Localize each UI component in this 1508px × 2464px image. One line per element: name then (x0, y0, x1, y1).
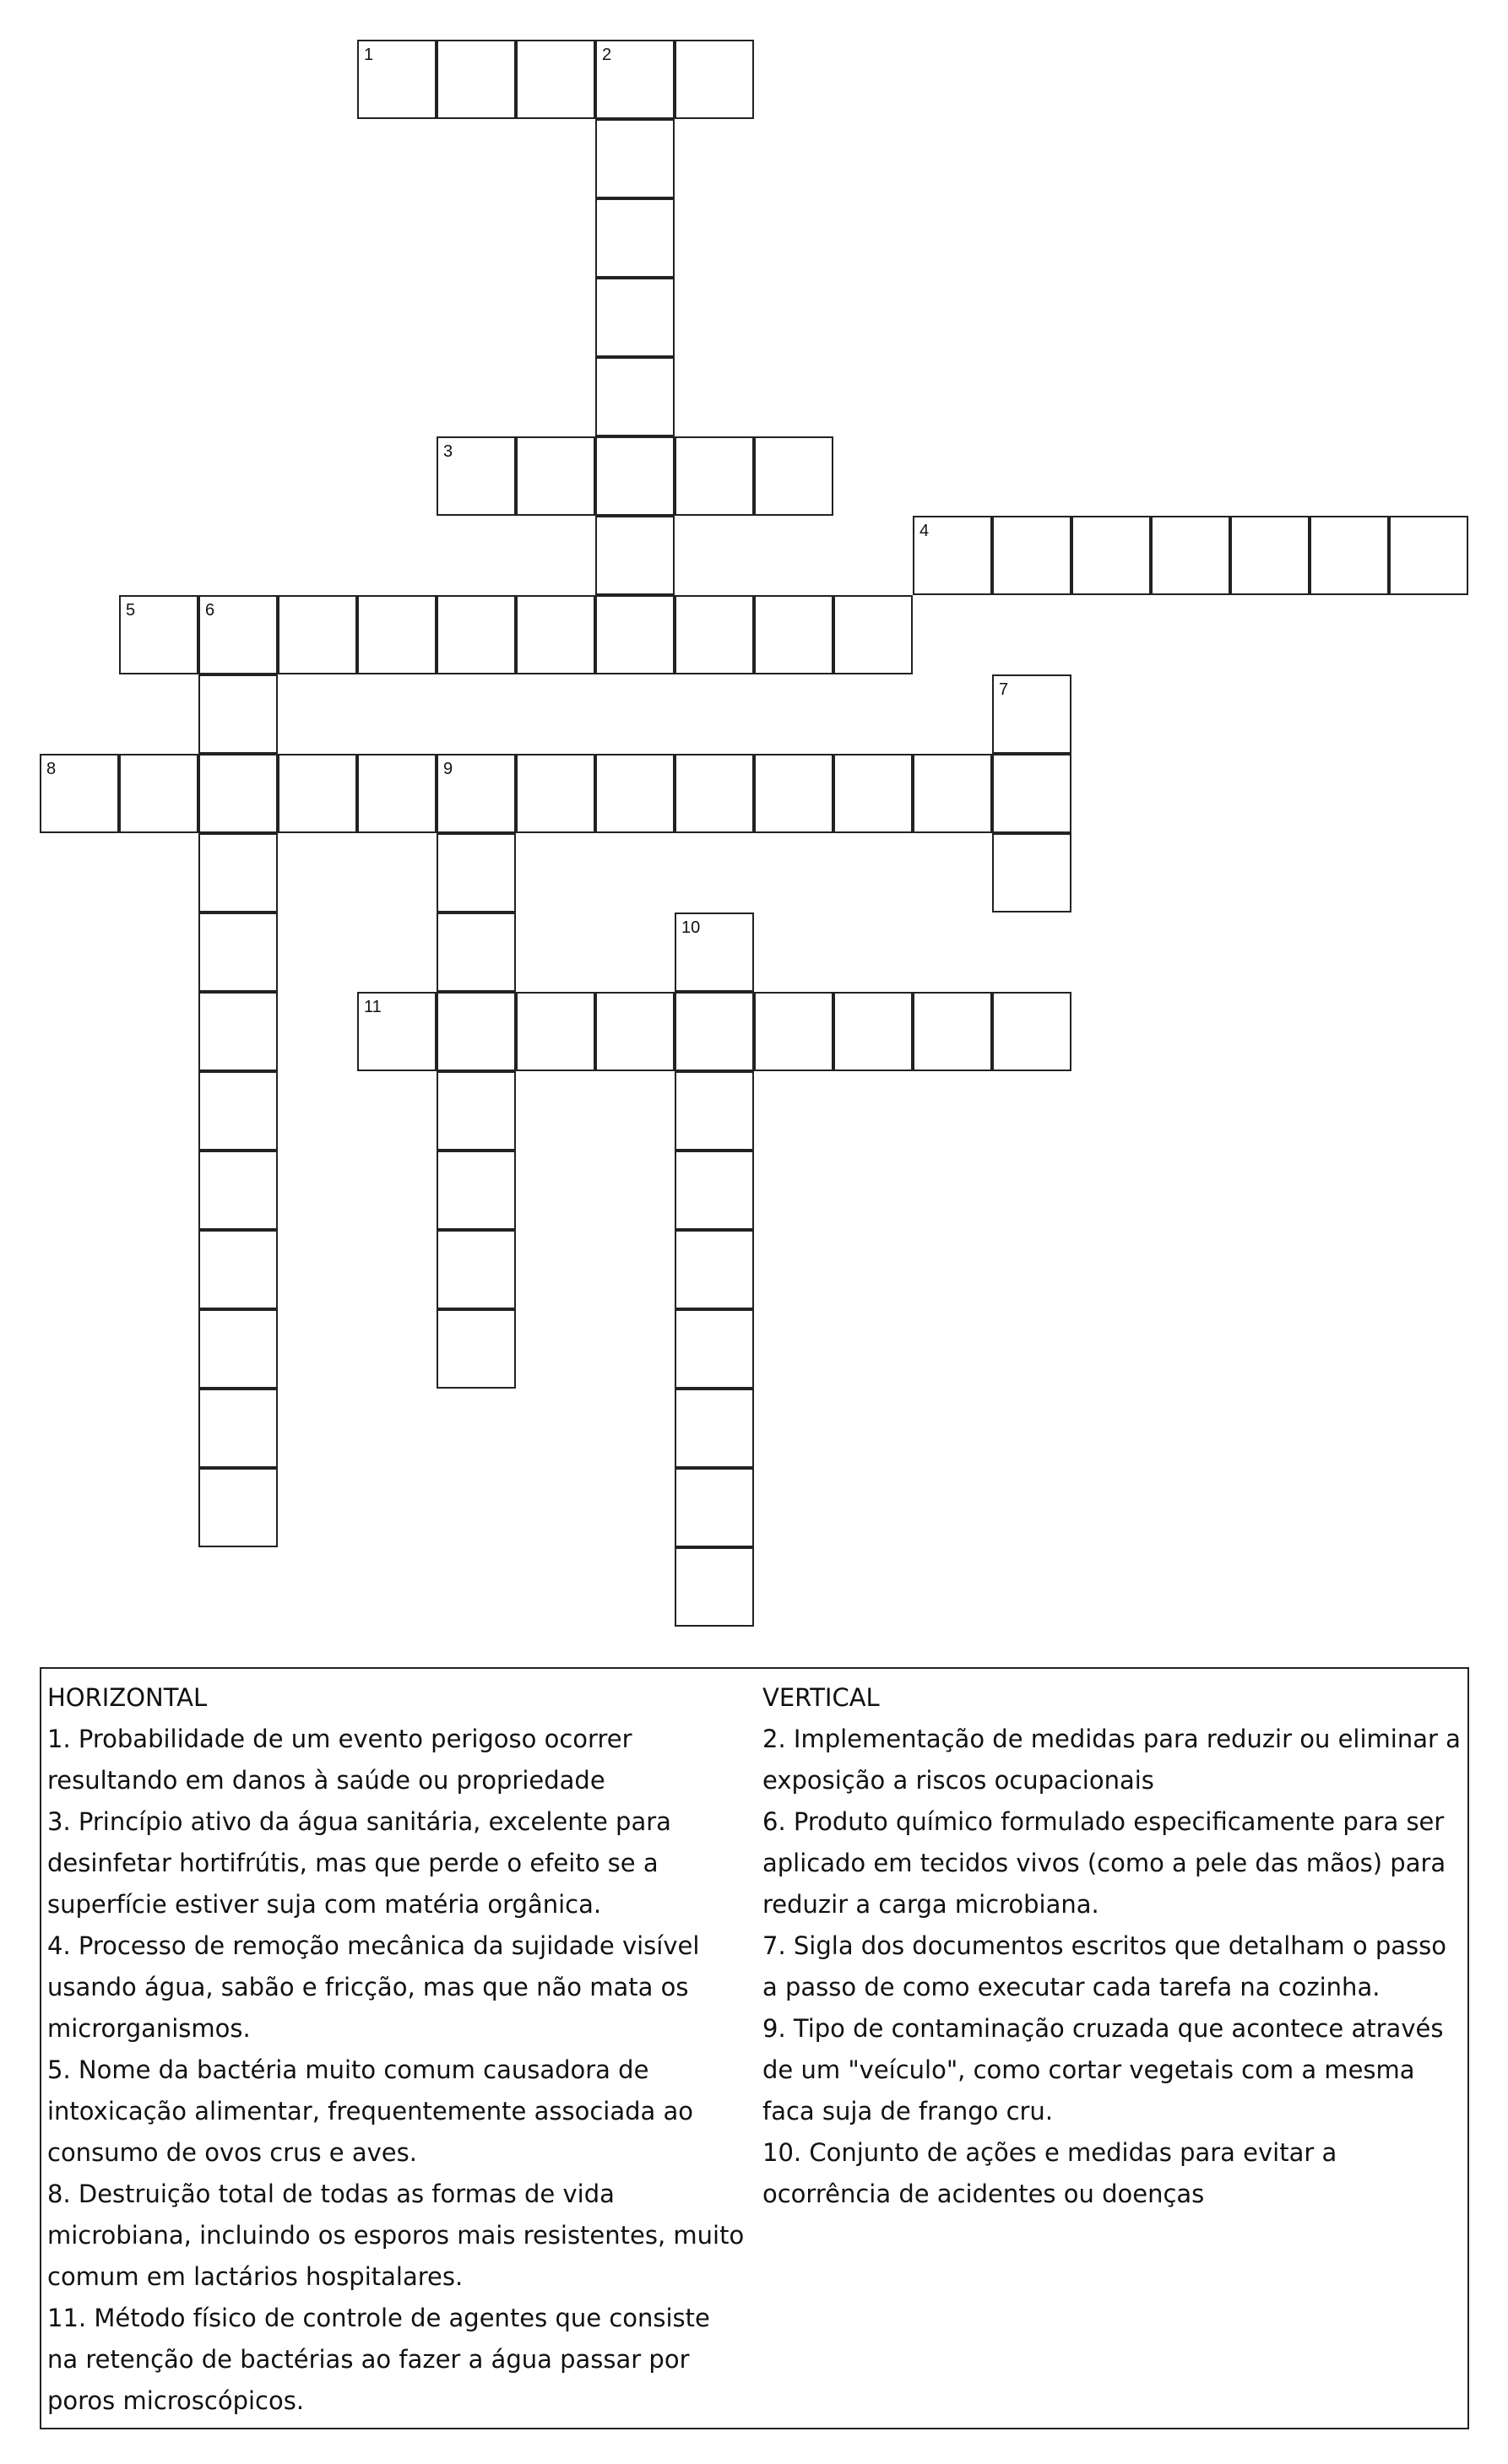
grid-cell[interactable] (198, 754, 278, 833)
clue-across-11: 11. Método físico de controle de agentes que consiste na retenção de bactérias ao fazer a água passar por poros microscópicos. (47, 2304, 710, 2415)
horizontal-clues (47, 1677, 748, 2422)
grid-cell[interactable] (198, 595, 278, 674)
grid-cell[interactable] (437, 992, 516, 1071)
grid-cell[interactable] (1151, 516, 1230, 595)
grid-cell[interactable] (913, 754, 992, 833)
grid-cell[interactable] (675, 1309, 754, 1389)
grid-cell[interactable] (516, 595, 595, 674)
grid-cell[interactable] (675, 1389, 754, 1468)
clue-number: 5 (126, 601, 136, 620)
grid-cell[interactable] (437, 1151, 516, 1230)
grid-cell[interactable] (992, 754, 1071, 833)
clue-number: 11 (364, 998, 382, 1016)
grid-cell[interactable] (675, 1071, 754, 1151)
grid-cell[interactable] (595, 198, 675, 278)
clue-down-9: 9. Tipo de contaminação cruzada que acontece através de um "veículo", como cortar vegetais com a mesma faca suja de frango cru. (762, 2014, 1444, 2126)
clue-down-7: 7. Sigla dos documentos escritos que detalham o passo a passo de como executar cada tarefa na cozinha. (762, 1931, 1447, 2001)
clue-down-2: 2. Implementação de medidas para reduzir ou eliminar a exposição a riscos ocupacionais (762, 1725, 1461, 1795)
grid-cell[interactable] (278, 595, 357, 674)
clue-down-10: 10. Conjunto de ações e medidas para evitar a ocorrência de acidentes ou doenças (762, 2138, 1337, 2208)
grid-cell[interactable] (357, 40, 437, 119)
grid-cell[interactable] (754, 436, 833, 516)
grid-cell[interactable] (437, 754, 516, 833)
grid-cell[interactable] (198, 1309, 278, 1389)
grid-cell[interactable] (437, 595, 516, 674)
grid-cell[interactable] (357, 595, 437, 674)
grid-cell[interactable] (357, 754, 437, 833)
grid-cell[interactable] (437, 1071, 516, 1151)
grid-cell[interactable] (675, 1547, 754, 1627)
grid-cell[interactable] (198, 912, 278, 992)
grid-cell[interactable] (833, 595, 913, 674)
clue-number: 9 (443, 760, 453, 778)
clue-down-6: 6. Produto químico formulado especificamente para ser aplicado em tecidos vivos (como a pele das mãos) para reduzir a carga microbiana. (762, 1807, 1446, 1919)
clue-number: 8 (46, 760, 57, 778)
grid-cell[interactable] (992, 833, 1071, 912)
vertical-clues (762, 1677, 1463, 2215)
grid-cell[interactable] (437, 40, 516, 119)
grid-cell[interactable] (198, 1230, 278, 1309)
grid-cell[interactable] (357, 992, 437, 1071)
clue-number: 1 (364, 46, 374, 64)
clue-number: 6 (205, 601, 215, 620)
clues-box (40, 1667, 1469, 2429)
grid-cell[interactable] (595, 40, 675, 119)
grid-cell[interactable] (833, 754, 913, 833)
vertical-title: VERTICAL (762, 1683, 880, 1712)
horizontal-title: HORIZONTAL (47, 1683, 208, 1712)
grid-cell[interactable] (833, 992, 913, 1071)
grid-cell[interactable] (1389, 516, 1468, 595)
clue-across-4: 4. Processo de remoção mecânica da sujidade visível usando água, sabão e fricção, mas que não mata os microrganismos. (47, 1931, 700, 2043)
grid-cell[interactable] (595, 595, 675, 674)
grid-cell[interactable] (40, 754, 119, 833)
grid-cell[interactable] (1071, 516, 1151, 595)
grid-cell[interactable] (675, 1468, 754, 1547)
grid-cell[interactable] (437, 1230, 516, 1309)
grid-cell[interactable] (675, 1230, 754, 1309)
clue-number: 4 (919, 522, 930, 540)
grid-cell[interactable] (198, 1389, 278, 1468)
grid-cell[interactable] (675, 992, 754, 1071)
clue-across-3: 3. Princípio ativo da água sanitária, excelente para desinfetar hortifrútis, mas que perde o efeito se a superfície estiver suja com matéria orgânica. (47, 1807, 671, 1919)
grid-cell[interactable] (754, 992, 833, 1071)
grid-cell[interactable] (437, 436, 516, 516)
grid-cell[interactable] (1310, 516, 1389, 595)
grid-cell[interactable] (992, 992, 1071, 1071)
grid-cell[interactable] (437, 833, 516, 912)
grid-cell[interactable] (754, 754, 833, 833)
grid-cell[interactable] (516, 754, 595, 833)
grid-cell[interactable] (675, 1151, 754, 1230)
grid-cell[interactable] (595, 119, 675, 198)
clue-across-1: 1. Probabilidade de um evento perigoso ocorrer resultando em danos à saúde ou propriedade (47, 1725, 632, 1795)
grid-cell[interactable] (516, 992, 595, 1071)
grid-cell[interactable] (595, 436, 675, 516)
grid-cell[interactable] (675, 40, 754, 119)
grid-cell[interactable] (595, 357, 675, 436)
grid-cell[interactable] (992, 516, 1071, 595)
grid-cell[interactable] (198, 833, 278, 912)
clue-number: 10 (681, 918, 701, 937)
clue-across-8: 8. Destruição total de todas as formas de vida microbiana, incluindo os esporos mais resistentes, muito comum em lactários hospitalares. (47, 2180, 745, 2291)
grid-cell[interactable] (992, 674, 1071, 754)
grid-cell[interactable] (675, 912, 754, 992)
grid-cell[interactable] (437, 912, 516, 992)
clue-number: 7 (999, 680, 1009, 699)
grid-cell[interactable] (675, 436, 754, 516)
clue-across-5: 5. Nome da bactéria muito comum causadora de intoxicação alimentar, frequentemente associada ao consumo de ovos crus e aves. (47, 2055, 694, 2167)
grid-cell[interactable] (595, 516, 675, 595)
grid-cell[interactable] (675, 595, 754, 674)
grid-cell[interactable] (595, 992, 675, 1071)
grid-cell[interactable] (437, 1309, 516, 1389)
clue-number: 3 (443, 442, 453, 461)
grid-cell[interactable] (1230, 516, 1310, 595)
grid-cell[interactable] (754, 595, 833, 674)
grid-cell[interactable] (516, 40, 595, 119)
grid-cell[interactable] (516, 436, 595, 516)
grid-cell[interactable] (198, 1468, 278, 1547)
grid-cell[interactable] (198, 674, 278, 754)
grid-cell[interactable] (119, 595, 198, 674)
grid-cell[interactable] (913, 516, 992, 595)
clue-number: 2 (602, 46, 612, 64)
grid-cell[interactable] (198, 1151, 278, 1230)
grid-cell[interactable] (198, 1071, 278, 1151)
grid-cell[interactable] (913, 992, 992, 1071)
grid-cell[interactable] (595, 278, 675, 357)
grid-cell[interactable] (595, 754, 675, 833)
grid-cell[interactable] (198, 992, 278, 1071)
grid-cell[interactable] (278, 754, 357, 833)
grid-cell[interactable] (119, 754, 198, 833)
grid-cell[interactable] (675, 754, 754, 833)
